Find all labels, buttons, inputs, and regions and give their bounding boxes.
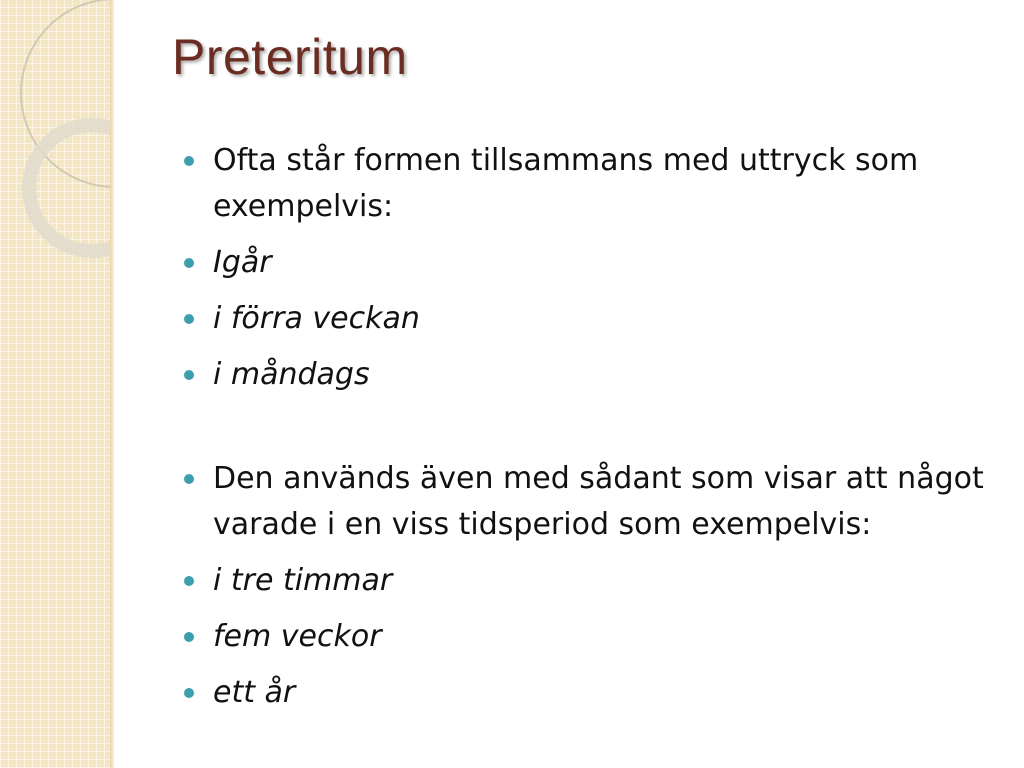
bullet-list [182,138,1012,726]
bullet-dot-icon [184,688,194,698]
list-spacer [182,408,1012,456]
bullet-item [182,456,1012,548]
bullet-text: ett år [213,675,296,710]
bullet-text: Den används även med sådant som visar att något varade i en viss tidsperiod som exempelvis: [213,461,984,542]
bullet-text: Igår [213,245,272,280]
bullet-dot-icon [184,314,194,324]
bullet-dot-icon [184,576,194,586]
bullet-item [182,614,1012,660]
bullet-text: i måndags [213,357,370,392]
bullet-item [182,296,1012,342]
bullet-dot-icon [184,156,194,166]
bullet-dot-icon [184,474,194,484]
bullet-item [182,352,1012,398]
bullet-item [182,670,1012,716]
bullet-item [182,138,1012,230]
bullet-text: fem veckor [213,619,382,654]
bullet-item [182,558,1012,604]
bullet-text: Ofta står formen tillsammans med uttryck som exempelvis: [213,143,919,224]
decorative-side-strip [0,0,114,768]
bullet-dot-icon [184,370,194,380]
strip-edge [110,0,114,768]
bullet-dot-icon [184,632,194,642]
bullet-dot-icon [184,258,194,268]
bullet-text: i tre timmar [213,563,393,598]
bullet-item [182,240,1012,286]
bullet-text: i förra veckan [213,301,420,336]
slide-title: Preteritum [172,29,408,85]
